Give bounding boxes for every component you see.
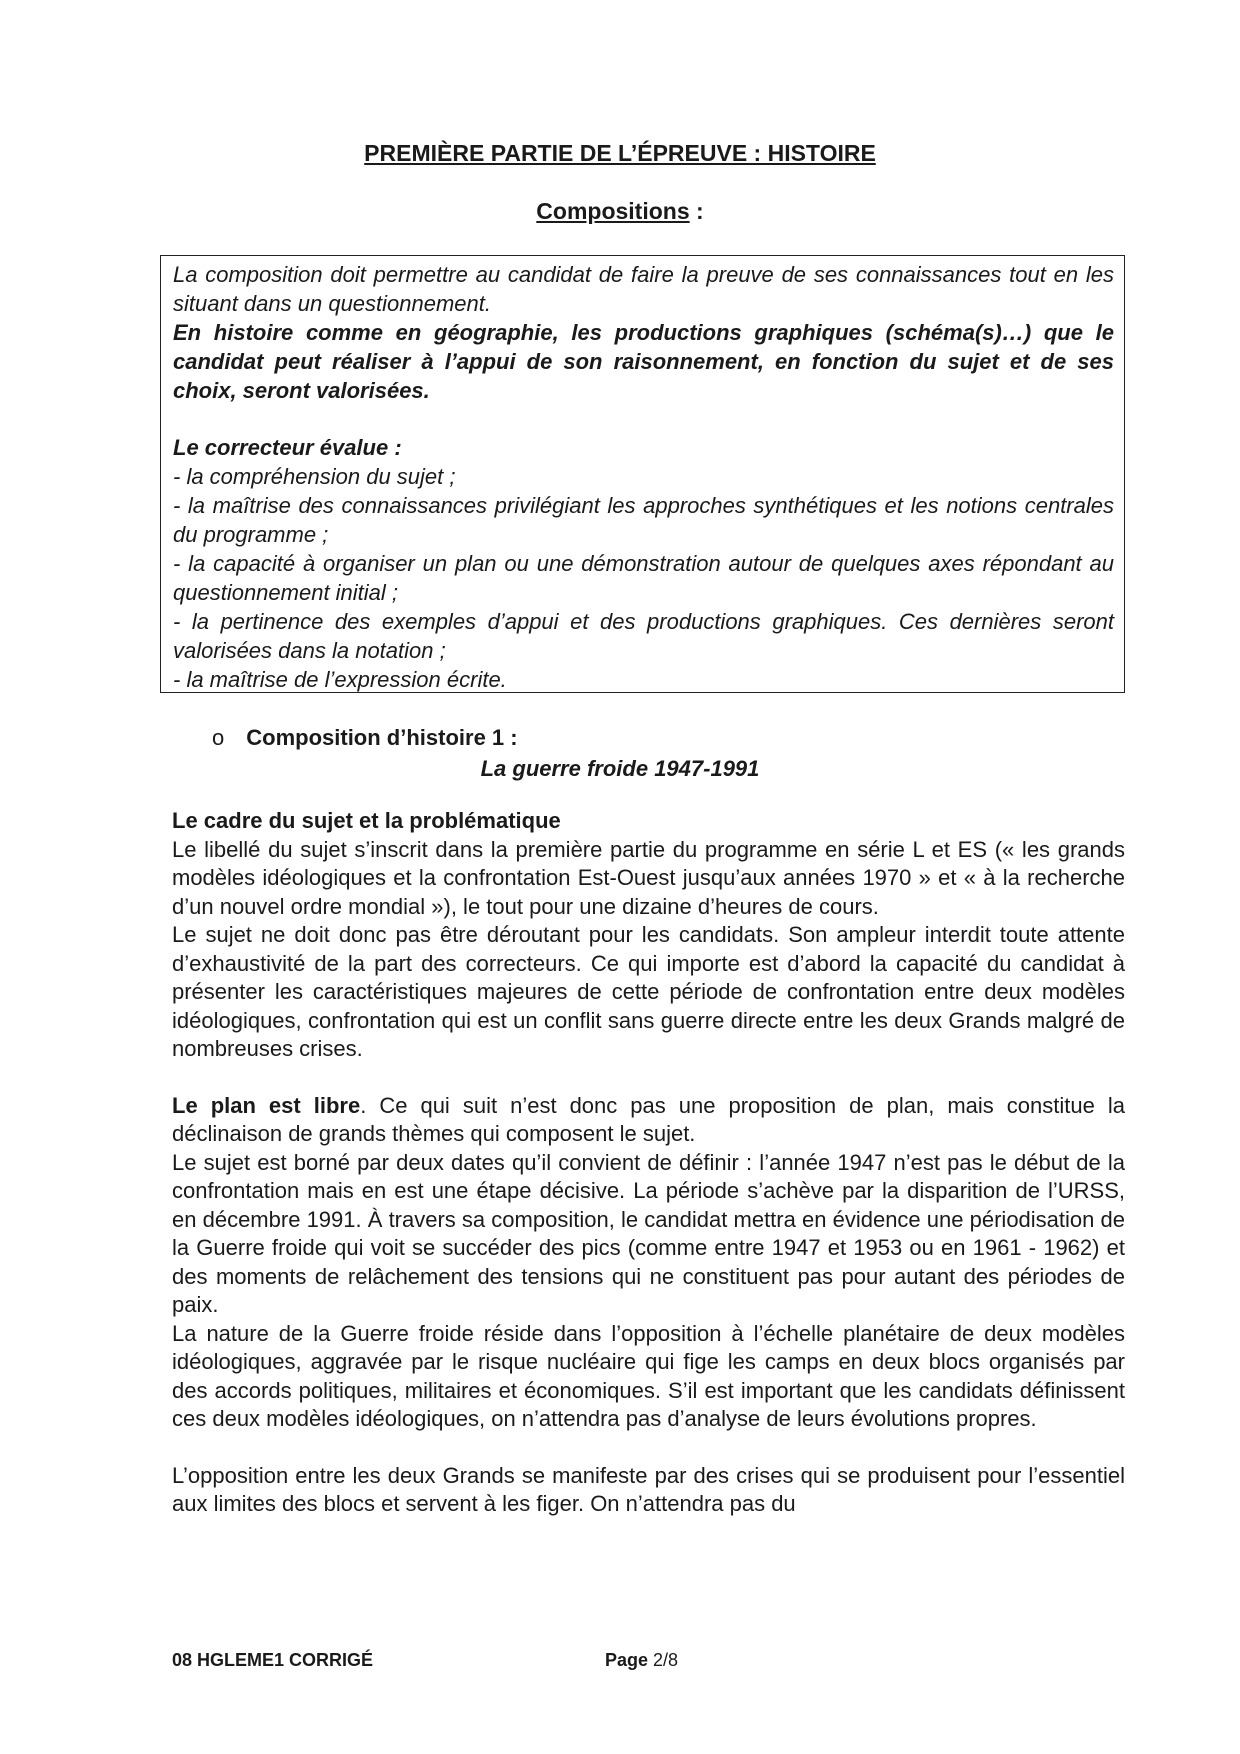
composition-heading-text: Composition d’histoire 1 : <box>246 725 518 750</box>
box-intro: La composition doit permettre au candidat de faire la preuve de ses connaissances tout en les situant dans un questionnement. <box>173 262 1114 316</box>
footer-page-value: 2/8 <box>648 1650 679 1670</box>
paragraph: Le sujet ne doit donc pas être déroutant pour les candidats. Son ampleur interdit toute attente d’exhaustivité de la part des correcteurs. Ce qui importe est d’abord la capacité du candidat à présenter les caractéristiques majeures de cette période de confrontation entre deux modèles idéologiques, confrontation qui est un conflit sans guerre directe entre les deux Grands malgré de nombreuses crises. <box>172 922 1125 1061</box>
section-title-colon: : <box>689 198 704 224</box>
criteria-item: - la maîtrise des connaissances privilégiant les approches synthétiques et les notions centrales du programme ; <box>173 493 1114 547</box>
criteria-item: - la pertinence des exemples d’appui et des productions graphiques. Ces dernières seront valorisées dans la notation ; <box>173 609 1114 663</box>
criteria-item: - la maîtrise de l’expression écrite. <box>173 667 507 692</box>
footer-page-number <box>605 1650 678 1671</box>
evaluator-heading: Le correcteur évalue : <box>173 435 402 460</box>
spacer <box>173 405 1114 433</box>
body-subheading: Le cadre du sujet et la problématique <box>172 808 561 833</box>
spacer <box>172 1064 1125 1092</box>
box-bold-statement: En histoire comme en géographie, les productions graphiques (schéma(s)…) que le candidat peut réaliser à l’appui de son raisonnement, en fonction du sujet et de ses choix, seront valorisées. <box>173 320 1114 403</box>
paragraph-bold-lead: Le plan est libre <box>172 1092 361 1118</box>
section-title <box>0 198 1240 225</box>
criteria-list <box>173 462 1114 694</box>
body-text <box>172 807 1125 1519</box>
footer-document-code: 08 HGLEME1 CORRIGÉ <box>172 1650 374 1670</box>
circle-bullet-icon: o <box>212 725 225 750</box>
page-title: PREMIÈRE PARTIE DE L’ÉPREUVE : HISTOIRE <box>364 140 876 166</box>
composition-heading <box>212 725 518 751</box>
criteria-item: - la compréhension du sujet ; <box>173 464 456 489</box>
spacer <box>172 1434 1125 1462</box>
section-title-text: Compositions <box>536 198 690 224</box>
paragraph: L’opposition entre les deux Grands se manifeste par des crises qui se produisent pour l’essentiel aux limites des blocs et servent à les figer. On n’attendra pas du <box>172 1462 1125 1516</box>
footer-page-label: Page <box>605 1650 649 1670</box>
paragraph: Le libellé du sujet s’inscrit dans la première partie du programme en série L et ES (« les grands modèles idéologiques et la confrontation Est-Ouest jusqu’aux années 1970 » et « à la recherche d’un nouvel ordre mondial »), le tout pour une dizaine d’heures de cours. <box>172 836 1125 919</box>
paragraph: Le sujet est borné par deux dates qu’il convient de définir : l’année 1947 n’est pas le début de la confrontation mais en est une étape décisive. La période s’achève par la disparition de l’URSS, en décembre 1991. À travers sa composition, le candidat mettra en évidence une périodisation de la Guerre froide qui voit se succéder des pics (comme entre 1947 et 1953 ou en 1961 - 1962) et des moments de relâchement des tensions qui ne constituent pas pour autant des périodes de paix. <box>172 1149 1125 1317</box>
paragraph <box>172 1092 1125 1149</box>
composition-subtitle: La guerre froide 1947-1991 <box>480 756 760 781</box>
paragraph: La nature de la Guerre froide réside dans l’opposition à l’échelle planétaire de deux modèles idéologiques, aggravée par le risque nucléaire qui fige les camps en deux blocs organisés par des accords politiques, militaires et économiques. S’il est important que les candidats définissent ces deux modèles idéologiques, on n’attendra pas d’analyse de leurs évolutions propres. <box>172 1320 1125 1431</box>
instructions-box <box>160 255 1125 693</box>
paragraph-rest: . Ce qui suit n’est donc pas une proposition de plan, mais constitue la déclinaison de grands thèmes qui composent le sujet. <box>172 1092 1125 1146</box>
criteria-item: - la capacité à organiser un plan ou une démonstration autour de quelques axes répondant au questionnement initial ; <box>173 551 1114 605</box>
